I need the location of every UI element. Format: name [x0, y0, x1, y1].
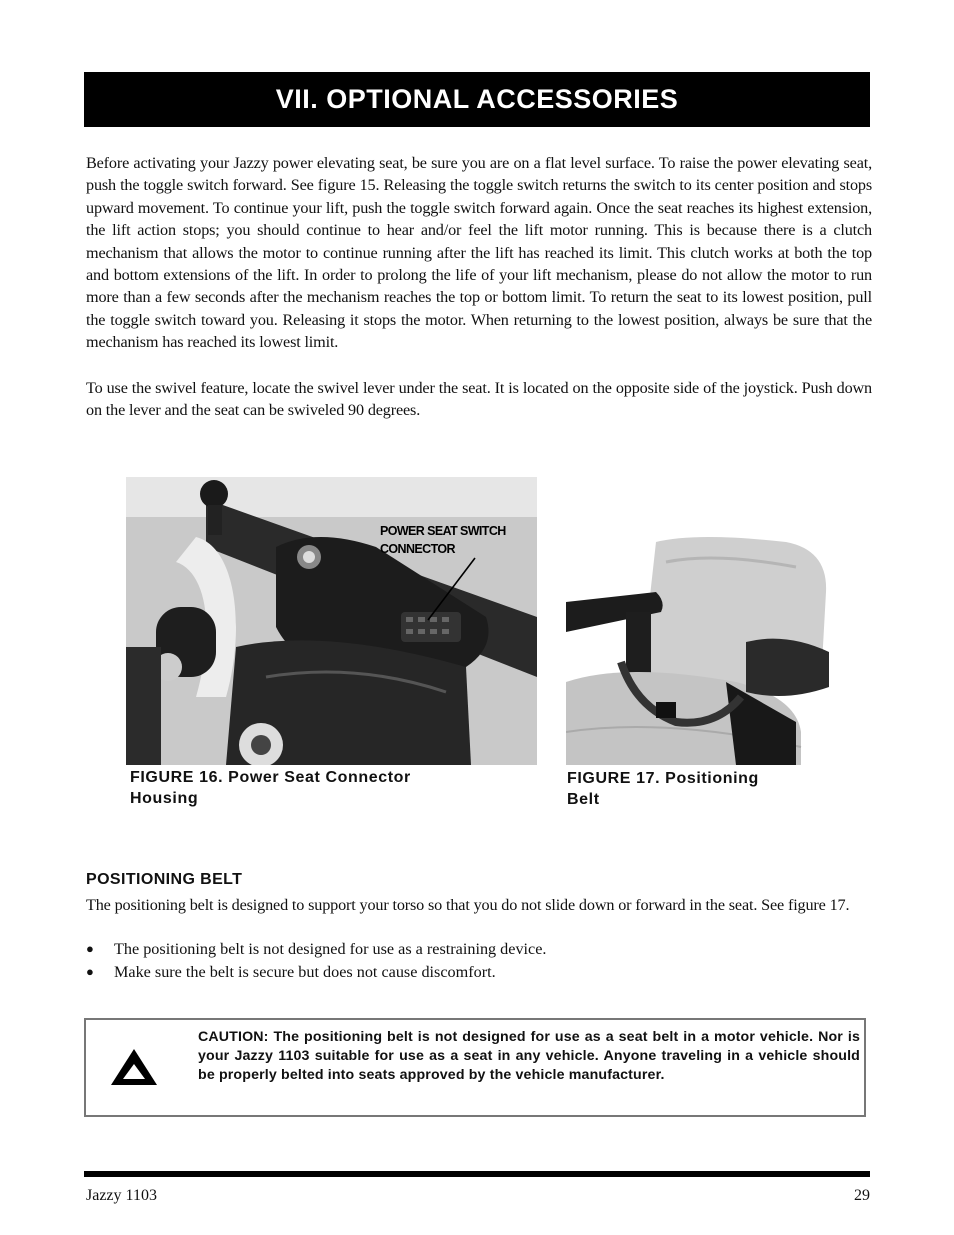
bullet-text: Make sure the belt is secure but does not cause discomfort. [114, 963, 496, 981]
figure-17-caption-line-2: Belt [567, 791, 600, 808]
positioning-belt-heading: POSITIONING BELT [86, 871, 243, 888]
figure-17-photo [566, 532, 829, 765]
positioning-belt-body: The positioning belt is designed to support your torso so that you do not slide down or forward in the seat. See figure 17. [86, 896, 850, 914]
figure-17-caption-line-1: FIGURE 17. Positioning [567, 770, 759, 787]
bullet-symbol: ● [86, 964, 94, 979]
warning-triangle-icon [108, 1046, 160, 1088]
callout-leader-line [420, 556, 480, 626]
bullet-item [86, 938, 546, 960]
bullet-item [86, 961, 496, 983]
section-title-banner [84, 72, 870, 127]
callout-line-1: POWER SEAT SWITCH [380, 524, 506, 538]
swivel-paragraph: To use the swivel feature, locate the swivel lever under the seat. It is located on the opposite side of the joystick. Push down on the lever and the seat can be swiveled 90 degrees. [86, 379, 872, 420]
figure-16-caption-line-1: FIGURE 16. Power Seat Connector [130, 769, 411, 786]
footer-page-number: 29 [854, 1187, 870, 1204]
footer-product: Jazzy 1103 [86, 1187, 157, 1204]
intro-paragraph: Before activating your Jazzy power elevating seat, be sure you are on a flat level surface. To raise the power elevating seat, push the toggle switch forward. See figure 15. Releasing the toggle switch returns the switch to its center position and stops upward movement. To continue your lift, push the toggle switch forward again. Once the seat reaches its highest extension, the lift action stops; you should continue to hear and/or feel the lift motor running. This is because there is a clutch mechanism that allows the motor to continue running after the lift has reached its limit. This clutch works at both the top and bottom extensions of the lift. In order to prolong the life of your lift mechanism, please do not allow the motor to run more than a few seconds after the mechanism reaches the top or bottom limit. To return the seat to its lowest position, pull the toggle switch toward you. Releasing it stops the motor. When returning to the lowest position, always be sure that the mechanism has reached its lowest limit. [86, 154, 872, 352]
bullet-symbol: ● [86, 941, 94, 956]
figure-16-caption-line-2: Housing [130, 790, 199, 807]
callout-line-2: CONNECTOR [380, 542, 455, 556]
bullet-text: The positioning belt is not designed for use as a restraining device. [114, 940, 547, 958]
figure-16-caption [130, 767, 510, 809]
power-seat-switch-callout [380, 522, 540, 558]
section-title: VII. OPTIONAL ACCESSORIES [275, 84, 679, 114]
footer-rule [84, 1171, 870, 1177]
figure-17-caption [567, 768, 847, 810]
caution-text: CAUTION: The positioning belt is not designed for use as a seat belt in a motor vehicle. Nor is your Jazzy 1103 suitable for use as a seat in any vehicle. Anyone traveling in a vehicle should be properly belted into seats approved by the vehicle manufacturer. [198, 1029, 860, 1083]
